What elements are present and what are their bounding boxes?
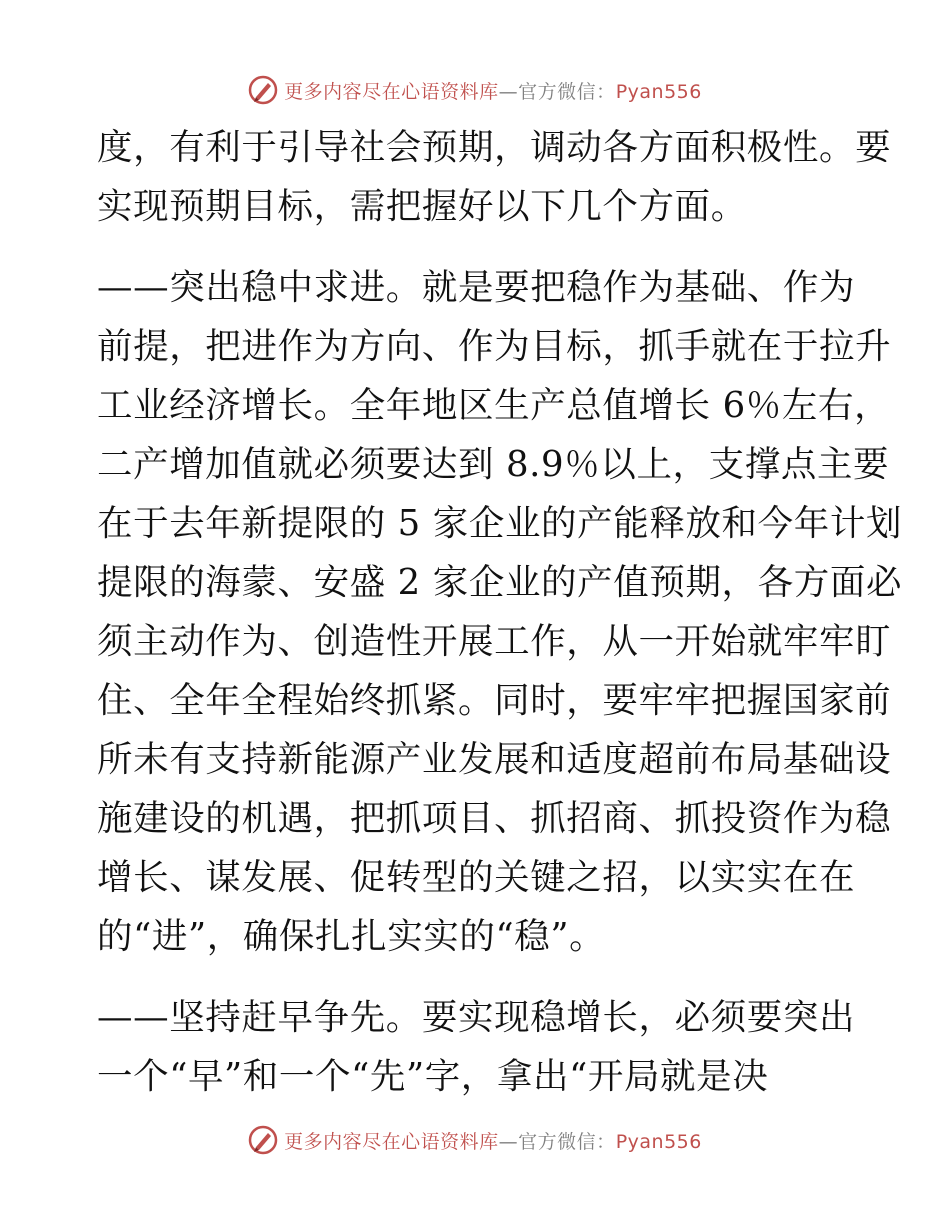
paragraph — [97, 988, 857, 1106]
watermark-dash: — — [498, 1130, 519, 1153]
text-line: 提限的海蒙、安盛 2 家企业的产值预期，各方面必 — [97, 562, 903, 603]
text-line: 施建设的机遇，把抓项目、抓招商、抓投资作为稳 — [97, 798, 892, 839]
watermark-text — [284, 1127, 702, 1154]
text-line: 须主动作为、创造性开展工作，从一开始就牢牢盯 — [97, 621, 892, 662]
text-line: 度，有利于引导社会预期，调动各方面积极性。要 — [97, 127, 892, 168]
watermark-id: Pyan556 — [615, 1130, 702, 1153]
text-line: 所未有支持新能源产业发展和适度超前布局基础设 — [97, 739, 892, 780]
text-line: 一个“早”和一个“先”字，拿出“开局就是决 — [97, 1056, 769, 1097]
text-line: 在于去年新提限的 5 家企业的产能释放和今年计划 — [97, 503, 903, 544]
watermark-main: 更多内容尽在心语资料库 — [284, 1130, 499, 1153]
text-line: 的“进”，确保扎扎实实的“稳”。 — [97, 916, 606, 957]
text-line: 前提，把进作为方向、作为目标，抓手就在于拉升 — [97, 326, 892, 367]
document-body — [97, 118, 903, 1106]
watermark-id: Pyan556 — [615, 80, 702, 103]
text-line: 工业经济增长。全年地区生产总值增长 6％左右， — [97, 385, 891, 426]
watermark-main: 更多内容尽在心语资料库 — [284, 80, 499, 103]
text-line: 住、全年全程始终抓紧。同时，要牢牢把握国家前 — [97, 680, 892, 721]
paragraph — [97, 118, 892, 236]
text-line: 二产增加值就必须要达到 8.9％以上，支撑点主要 — [97, 444, 890, 485]
watermark-header — [0, 70, 950, 110]
text-line: 增长、谋发展、促转型的关键之招，以实实在在 — [97, 857, 856, 898]
watermark-footer — [0, 1120, 950, 1160]
watermark-wechat: 官方微信： — [518, 80, 616, 103]
pen-logo-icon — [248, 1125, 278, 1155]
text-line: ——坚持赶早争先。要实现稳增长，必须要突出 — [97, 997, 856, 1038]
text-line: ——突出稳中求进。就是要把稳作为基础、作为 — [97, 267, 856, 308]
pen-logo-icon — [248, 75, 278, 105]
text-line: 实现预期目标，需把握好以下几个方面。 — [97, 186, 747, 227]
paragraph — [97, 258, 903, 966]
watermark-dash: — — [498, 80, 519, 103]
watermark-wechat: 官方微信： — [518, 1130, 616, 1153]
watermark-text — [284, 77, 702, 104]
